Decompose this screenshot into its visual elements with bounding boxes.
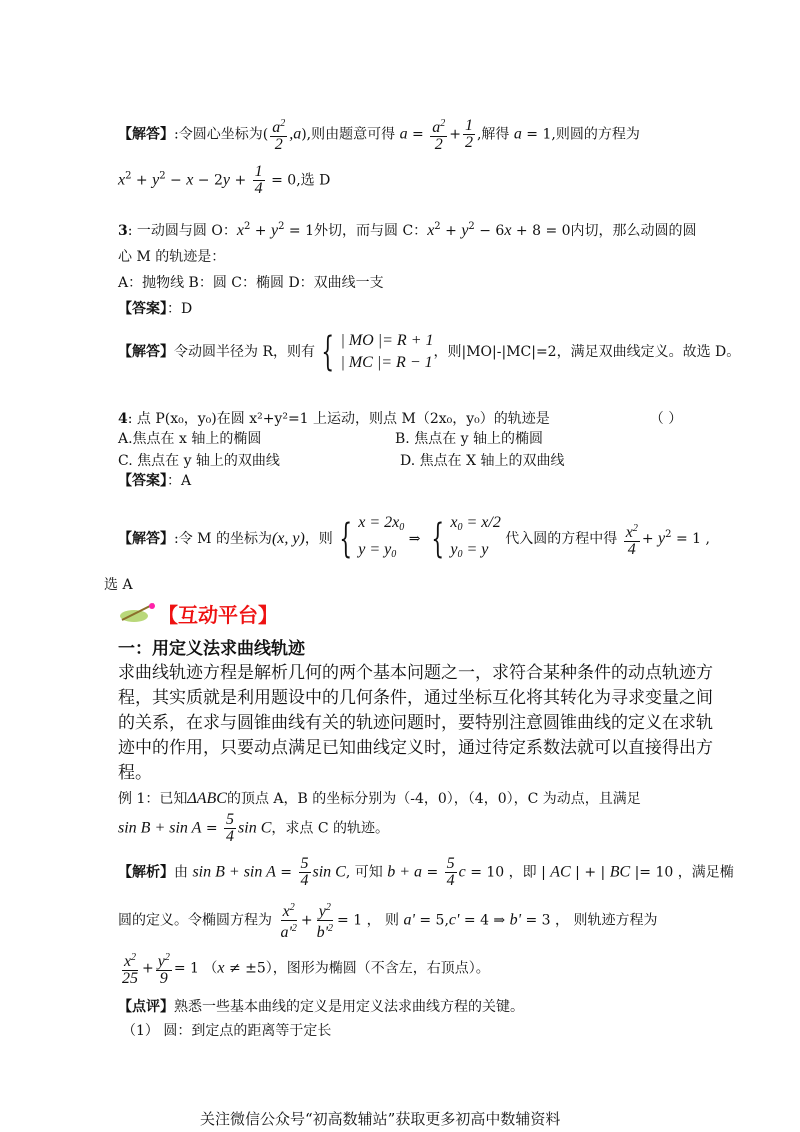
question-3-solution: 【解答】令动圆半径为 R，则有 { | MO |= R + 1 | MC |= R − 1 ，则|MO|-|MC|=2，满足双曲线定义。故选 D。: [118, 329, 741, 375]
question-3-line-1: 3: 一动圆与圆 O：$x^2 + y^2 = 1$外切，而与圆 C：$x^2 + y^2 - 6x + 8 = 0$内切，那么动圆的圆: [118, 221, 697, 239]
question-3-options: A：抛物线 B：圆 C：椭圆 D：双曲线一支: [118, 275, 384, 291]
method-paragraph-line-3: 的关系，在求与圆锥曲线有关的轨迹问题时，要特别注意圆锥曲线的定义在求轨: [118, 713, 713, 733]
question-4-option-d: D. 焦点在 X 轴上的双曲线: [400, 453, 565, 469]
example-1-line-2: sin B + sin A = $\frac{5}{4}$ sin C，求点 C 的轨迹。: [118, 811, 390, 845]
section-title: 【互动平台】: [158, 602, 278, 627]
question-4-option-a: A.焦点在 x 轴上的椭圆: [118, 431, 262, 447]
method-paragraph-line-5: 程。: [118, 763, 152, 783]
example-1-result: $\frac{x^2}{25}$ + $\frac{y^2}{9}$ = 1 （x ≠ ±5），图形为椭圆（不含左，右顶点）。: [122, 952, 490, 987]
footer-note: 关注微信公众号“初高数辅站”获取更多初高中数辅资料: [200, 1110, 561, 1128]
example-1-line-1: 例 1：已知ΔABC的顶点 A，B 的坐标分别为（-4，0），（4，0），C 为动点，且满足: [118, 790, 641, 807]
example-1-analysis-line-2: 圆的定义。令椭圆方程为 $\frac{x^2}{a'^2}$ + $\frac{y^2}{b'^2}$ = 1 ， 则 a' = 5,c' = 4 ⇒ b' = 3 ， 则轨迹方程为: [118, 902, 658, 941]
solution-1-line-1: 【解答】:令圆心坐标为( $\frac{a^2}{2}$ ,a),则由题意可得 a = $\frac{a^2}{2}$ + $\frac{1}{2}$ ,解得 a = 1,则圆的方程为: [118, 117, 640, 153]
method-paragraph-line-2: 程，其实质就是利用题设中的几何条件，通过坐标互化将其转化为寻求变量之间: [118, 688, 713, 708]
question-4-option-b: B. 焦点在 y 轴上的椭圆: [395, 431, 543, 447]
question-4-option-c: C. 焦点在 y 轴上的双曲线: [118, 453, 280, 469]
question-4-line-1: 4: 点 P(x₀，y₀)在圆 x²+y²=1 上运动，则点 M（2x₀，y₀）的轨迹是 （ ）: [118, 411, 683, 427]
section-header: [118, 600, 278, 626]
leaf-pencil-icon: [118, 600, 158, 626]
question-4-choose: 选 A: [104, 577, 133, 593]
question-4-solution: 【解答】:令 M 的坐标为(x, y)，则 { $x = 2x_0$ $y = y_0$ ⇒ { $x_0 = x/2$ $y_0 = y$ 代入圆的方程中得 $\frac{x^2}{4}$ + $y^2 = 1$ ,: [118, 514, 710, 562]
question-4-answer: 【答案】：A: [118, 473, 192, 489]
question-3-line-2: 心 M 的轨迹是：: [118, 249, 226, 265]
solution-label: 【解答】: [118, 126, 174, 143]
method-paragraph-line-1: 求曲线轨迹方程是解析几何的两个基本问题之一，求符合某种条件的动点轨迹方: [118, 663, 713, 683]
question-3-answer: 【答案】：D: [118, 301, 193, 317]
method-heading: 一：用定义法求曲线轨迹: [118, 639, 305, 659]
comment-line: 【点评】熟悉一些基本曲线的定义是用定义法求曲线方程的关键。: [118, 999, 524, 1015]
example-1-analysis-line-1: 【解析】由 sin B + sin A = $\frac{5}{4}$ sin C, 可知 b + a = $\frac{5}{4}$ c = 10 ，即 | AC | + | BC |= 10 ，满足椭: [118, 855, 734, 889]
solution-1-line-2: $x^2 + y^2 - x - 2y$ + $\frac{1}{4}$ = 0,选 D: [118, 163, 331, 197]
circle-definition: （1） 圆：到定点的距离等于定长: [122, 1023, 332, 1039]
method-paragraph-line-4: 迹中的作用，只要动点满足已知曲线定义时，通过待定系数法就可以直接得出方: [118, 738, 713, 758]
